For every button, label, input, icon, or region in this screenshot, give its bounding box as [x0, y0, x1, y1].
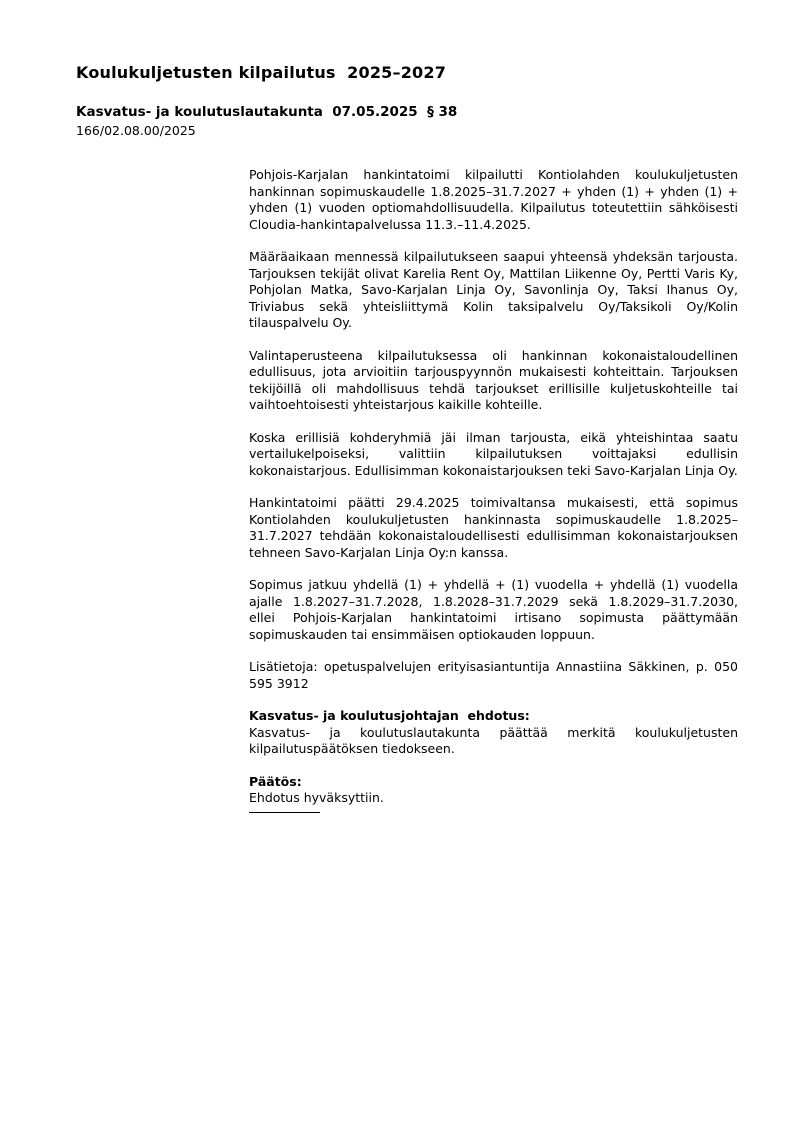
decision-heading: Päätös:	[249, 773, 302, 789]
document-header	[76, 63, 744, 139]
signature-line	[249, 812, 320, 813]
paragraph-selection-criteria: Valintaperusteena kilpailutuksessa oli hankinnan kokonaistaloudellinen edullisuus, jota arvioitiin tarjouspyynnön mukaisesti kohteittain. Tarjouksen tekijöillä oli mahdollisuus tehdä tarjoukset erillisille kuljetuskohteille tai vaihtoehtoisesti yhteistarjous kaikille kohteille.	[249, 347, 738, 412]
proposal-text: Kasvatus- ja koulutuslautakunta päättää merkitä koulukuljetusten kilpailutuspäätöksen tiedokseen.	[249, 724, 738, 756]
paragraph-option-periods: Sopimus jatkuu yhdellä (1) + yhdellä + (1) vuodella + yhdellä (1) vuodella ajalle 1.8.2027–31.7.2028, 1.8.2028–31.7.2029 sekä 1.8.2029–31.7.2030, ellei Pohjois-Karjalan hankintatoimi irtisano sopimusta päättymään sopimuskauden tai ensimmäisen optiokauden loppuun.	[249, 577, 738, 642]
decision-body	[249, 167, 738, 813]
paragraph-winner: Koska erillisiä kohderyhmiä jäi ilman tarjousta, eikä yhteishintaa saatu vertailukelpoiseksi, valittiin kilpailutuksen voittajaksi edullisin kokonaistarjous. Edullisimman kokonaistarjouksen teki Savo-Karjalan Linja Oy.	[249, 429, 738, 478]
paragraph-tenderers: Määräaikaan mennessä kilpailutukseen saapui yhteensä yhdeksän tarjousta. Tarjouksen tekijät olivat Karelia Rent Oy, Mattilan Liikenne Oy, Pertti Varis Ky, Pohjolan Matka, Savo-Karjalan Linja Oy, Savonlinja Oy, Taksi Ihanus Oy, Triviabus sekä yhteisliittymä Kolin taksipalvelu Oy/Taksikoli Oy/Kolin tilauspalvelu Oy.	[249, 249, 738, 330]
paragraph-contract-decision: Hankintatoimi päätti 29.4.2025 toimivaltansa mukaisesti, että sopimus Kontiolahden koulukuljetusten hankinnasta sopimuskaudelle 1.8.2025–31.7.2027 tehdään kokonaistaloudellisesti edullisimman kokonaistarjouksen tehneen Savo-Karjalan Linja Oy:n kanssa.	[249, 495, 738, 560]
decision-text: Ehdotus hyväksyttiin.	[249, 790, 384, 805]
proposal-heading: Kasvatus- ja koulutusjohtajan ehdotus:	[249, 708, 530, 723]
paragraph-procurement-intro: Pohjois-Karjalan hankintatoimi kilpailutti Kontiolahden koulukuljetusten hankinnan sopimuskaudelle 1.8.2025–31.7.2027 + yhden (1) + yhden (1) + yhden (1) vuoden optiomahdollisuudella. Kilpailutus toteutettiin sähköisesti Cloudia-hankintapalvelussa 11.3.–11.4.2025.	[249, 167, 738, 232]
document-title: Koulukuljetusten kilpailutus 2025–2027	[76, 63, 447, 82]
committee-date-section-heading: Kasvatus- ja koulutuslautakunta 07.05.2025 § 38	[76, 104, 458, 120]
case-number: 166/02.08.00/2025	[76, 123, 196, 138]
paragraph-contact-info: Lisätietoja: opetuspalvelujen erityisasiantuntija Annastiina Säkkinen, p. 050 595 3912	[249, 659, 738, 691]
